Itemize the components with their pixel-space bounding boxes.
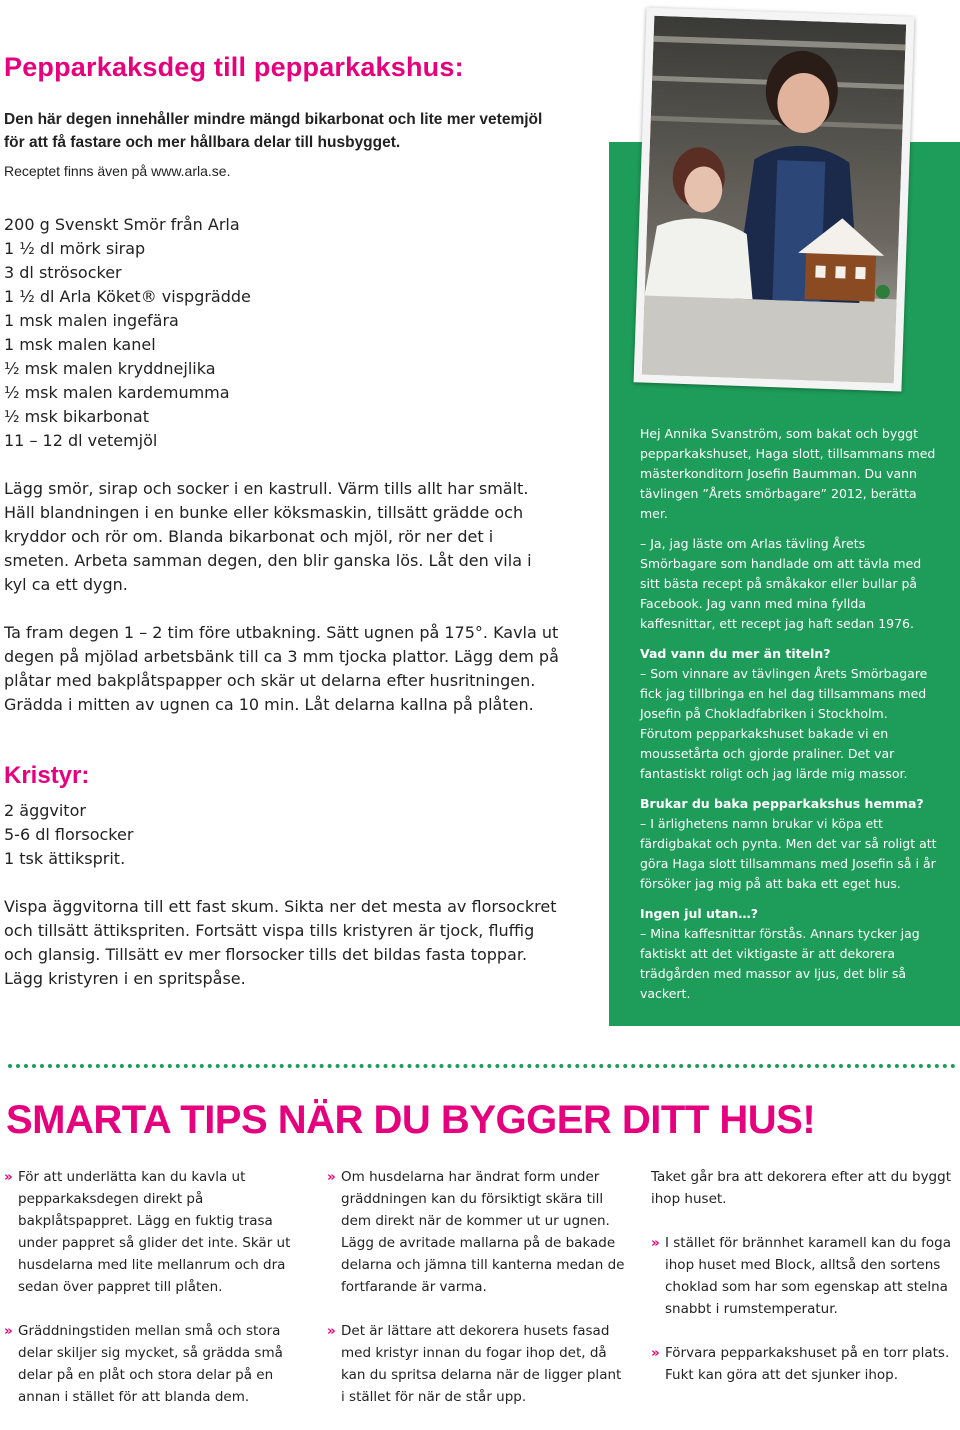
dotted-divider: [8, 1064, 956, 1068]
tip-text: I stället för brännhet karamell kan du foga ihop huset med Block, alltså den sortens choklad som har som egenskap att stelna snabbt i rumstemperatur.: [665, 1235, 951, 1317]
bullet-chevron-icon: »: [651, 1235, 660, 1251]
tip-item: [327, 1320, 627, 1408]
bullet-chevron-icon: »: [4, 1169, 13, 1185]
bullet-chevron-icon: »: [327, 1169, 336, 1185]
tip-item: [327, 1166, 627, 1298]
tip-text: Gräddningstiden mellan små och stora delar skiljer sig mycket, så grädda små delar på en plåt och stora delar på en annan i stället för att blanda dem.: [18, 1323, 283, 1405]
interview-answer: – Som vinnare av tävlingen Årets Smörbagare fick jag tillbringa en hel dag tillsammans med Josefin på Chokladfabriken i Stockholm. Förutom pepparkakshuset bakade vi en moussetårta och gjorde praliner. Det var fantastiskt roligt och jag lärde mig massor.: [640, 666, 928, 781]
icing-method-paragraph: Vispa äggvitorna till ett fast skum. Sikta ner det mesta av florsockret och tillsätt ättikspriten. Fortsätt vispa tills kristyren är tjock, fluffig och glansig. Tillsätt ev mer florsocker tills det bildas fasta toppar. Lägg kristyren i en spritspåse.: [4, 897, 557, 988]
icing-ingredient-item: 1 tsk ättiksprit.: [4, 849, 126, 868]
recipe-intro: Den här degen innehåller mindre mängd bikarbonat och lite mer vetemjöl för att få fastare och mer hållbara delar till husbygget.: [4, 111, 543, 151]
bullet-chevron-icon: »: [327, 1323, 336, 1339]
ingredient-item: ½ msk malen kryddnejlika: [4, 359, 216, 378]
tip-text: Förvara pepparkakshuset på en torr plats. Fukt kan göra att det sjunker ihop.: [665, 1345, 950, 1383]
ingredient-item: 1 ½ dl Arla Köket® vispgrädde: [4, 287, 251, 306]
method-paragraph-1: Lägg smör, sirap och socker i en kastrull. Värm tills allt har smält. Häll blandningen i en bunke eller köksmaskin, tillsätt grädde och kryddor och rör om. Blanda bikarbonat och mjöl, rör ner det i smeten. Arbeta samman degen, den blir ganska lös. Låt den vila i kyl ca ett dygn.: [4, 479, 532, 594]
bullet-chevron-icon: »: [4, 1323, 13, 1339]
interview-qa-4: [640, 904, 940, 1004]
icing-ingredient-list: [4, 799, 133, 871]
ingredient-item: 1 msk malen ingefära: [4, 311, 179, 330]
tips-heading: SMARTA TIPS NÄR DU BYGGER DITT HUS!: [6, 1098, 816, 1142]
tip-item: [4, 1320, 304, 1408]
interview-qa-3: [640, 794, 940, 894]
ingredient-item: 11 – 12 dl vetemjöl: [4, 431, 158, 450]
ingredient-item: 200 g Svenskt Smör från Arla: [4, 215, 240, 234]
tip-continued-text: Taket går bra att dekorera efter att du byggt ihop huset.: [651, 1169, 951, 1207]
interview-text: [640, 424, 940, 1014]
interview-answer-1: – Ja, jag läste om Arlas tävling Årets Smörbagare som handlade om att tävla med sitt bästa recept på småkakor eller bullar på Facebook. Jag vann med mina fyllda kaffesnittar, ett recept jag haft sedan 1976.: [640, 536, 922, 631]
tip-item: [4, 1166, 304, 1298]
tip-text: För att underlätta kan du kavla ut pepparkaksdegen direkt på bakplåtspappret. Lägg en fuktig trasa under pappret så glider det inte. Skär ut husdelarna med lite mellanrum och dra sedan över pappret till plåten.: [18, 1169, 291, 1295]
tips-column-2: [327, 1166, 627, 1430]
icing-ingredient-item: 5-6 dl florsocker: [4, 825, 134, 844]
ingredient-item: 1 msk malen kanel: [4, 335, 156, 354]
interview-question: Vad vann du mer än titeln?: [640, 646, 831, 661]
icing-ingredient-item: 2 äggvitor: [4, 801, 86, 820]
ingredient-item: 1 ½ dl mörk sirap: [4, 239, 146, 258]
recipe-source-note: Receptet finns även på www.arla.se.: [4, 163, 231, 179]
recipe-title: Pepparkaksdeg till pepparkakshus:: [4, 52, 464, 82]
tip-text: Det är lättare att dekorera husets fasad med kristyr innan du fogar ihop det, då kan du spritsa delarna när de ligger plant i stället för när de står upp.: [341, 1323, 622, 1405]
ingredient-item: ½ msk malen kardemumma: [4, 383, 230, 402]
icing-heading: Kristyr:: [4, 762, 90, 789]
interview-intro: Hej Annika Svanström, som bakat och byggt pepparkakshuset, Haga slott, tillsammans med mästerkonditorn Josefin Baumman. Du vann tävlingen ”Årets smörbagare” 2012, berätta mer.: [640, 426, 936, 521]
interview-qa-2: [640, 644, 940, 784]
interview-answer: – I ärlighetens namn brukar vi köpa ett färdigbakat och pynta. Men det var så roligt att göra Haga slott tillsammans med Josefin så i år försöker jag mig på att baka ett eget hus.: [640, 816, 937, 891]
tips-column-1: [4, 1166, 304, 1430]
baker-photo-image: [642, 16, 906, 384]
baker-photo: [634, 7, 915, 391]
tips-column-3: [651, 1166, 951, 1408]
bullet-chevron-icon: »: [651, 1345, 660, 1361]
ingredient-item: ½ msk bikarbonat: [4, 407, 149, 426]
ingredient-item: 3 dl strösocker: [4, 263, 122, 282]
method-paragraph-2: Ta fram degen 1 – 2 tim före utbakning. Sätt ugnen på 175°. Kavla ut degen på mjölad arbetsbänk till ca 3 mm tjocka plattor. Lägg dem på plåtar med bakplåtspapper och skär ut delarna efter husritningen. Grädda i mitten av ugnen ca 10 min. Låt delarna kallna på plåten.: [4, 623, 559, 714]
tip-text: Om husdelarna har ändrat form under gräddningen kan du försiktigt skära till dem direkt när de kommer ut ur ugnen. Lägg de avritade mallarna på de bakade delarna och jämna till kanterna medan de fortfarande är varma.: [341, 1169, 625, 1295]
interview-question: Brukar du baka pepparkakshus hemma?: [640, 796, 924, 811]
ingredient-list: [4, 213, 251, 453]
interview-question: Ingen jul utan…?: [640, 906, 759, 921]
interview-answer: – Mina kaffesnittar förstås. Annars tycker jag faktiskt att det viktigaste är att dekorera trädgården med massor av ljus, det blir så vackert.: [640, 926, 920, 1001]
tip-item: [651, 1342, 951, 1386]
tip-item: [651, 1232, 951, 1320]
